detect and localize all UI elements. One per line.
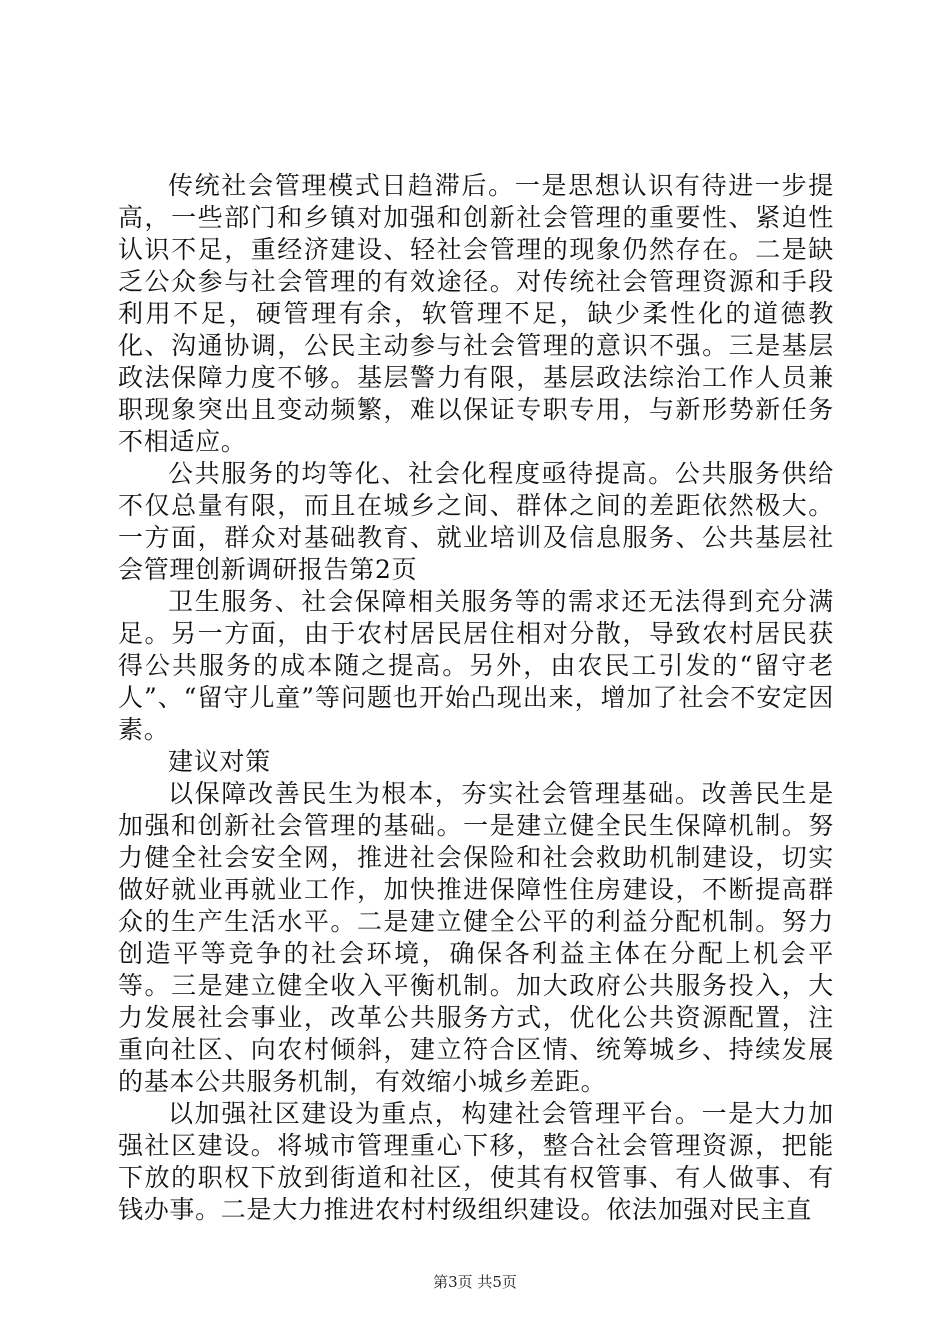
section-heading: 建议对策 xyxy=(168,747,271,776)
paragraph-community: 以加强社区建设为重点，构建社会管理平台。一是大力加强社区建设。将城市管理重心下移，整合社会管理资源，把能下放的职权下放到街道和社区，使其有权管事、有人做事、有钱办事。二是大力推进农村村级组织建设。依法加强对民主直 xyxy=(118,1099,834,1224)
paragraph-public-services: 公共服务的均等化、社会化程度亟待提高。公共服务供给不仅总量有限，而且在城乡之间、群体之间的差距依然极大。一方面，群众对基础教育、就业培训及信息服务、公共基层社会管理创新调研报告第2页 xyxy=(118,459,834,584)
document-body xyxy=(118,170,834,1226)
paragraph-health-services: 卫生服务、社会保障相关服务等的需求还无法得到充分满足。另一方面，由于农村居民居住相对分散，导致农村居民获得公共服务的成本随之提高。另外，由农民工引发的“留守老人”、“留守儿童”等问题也开始凸现出来，增加了社会不安定因素。 xyxy=(118,587,834,744)
page-number-footer: 第3页 共5页 xyxy=(433,1273,517,1291)
paragraph-traditional-management: 传统社会管理模式日趋滞后。一是思想认识有待进一步提高，一些部门和乡镇对加强和创新社会管理的重要性、紧迫性认识不足，重经济建设、轻社会管理的现象仍然存在。二是缺乏公众参与社会管理的有效途径。对传统社会管理资源和手段利用不足，硬管理有余，软管理不足，缺少柔性化的道德教化、沟通协调，公民主动参与社会管理的意识不强。三是基层政法保障力度不够。基层警力有限，基层政法综治工作人员兼职现象突出且变动频繁，难以保证专职专用，与新形势新任务不相适应。 xyxy=(118,171,834,456)
paragraph-livelihood: 以保障改善民生为根本，夯实社会管理基础。改善民生是加强和创新社会管理的基础。一是建立健全民生保障机制。努力健全社会安全网，推进社会保险和社会救助机制建设，切实做好就业再就业工作，加快推进保障性住房建设，不断提高群众的生产生活水平。二是建立健全公平的利益分配机制。努力创造平等竞争的社会环境，确保各利益主体在分配上机会平等。三是建立健全收入平衡机制。加大政府公共服务投入，大力发展社会事业，改革公共服务方式，优化公共资源配置，注重向社区、向农村倾斜，建立符合区情、统筹城乡、持续发展的基本公共服务机制，有效缩小城乡差距。 xyxy=(118,779,834,1096)
